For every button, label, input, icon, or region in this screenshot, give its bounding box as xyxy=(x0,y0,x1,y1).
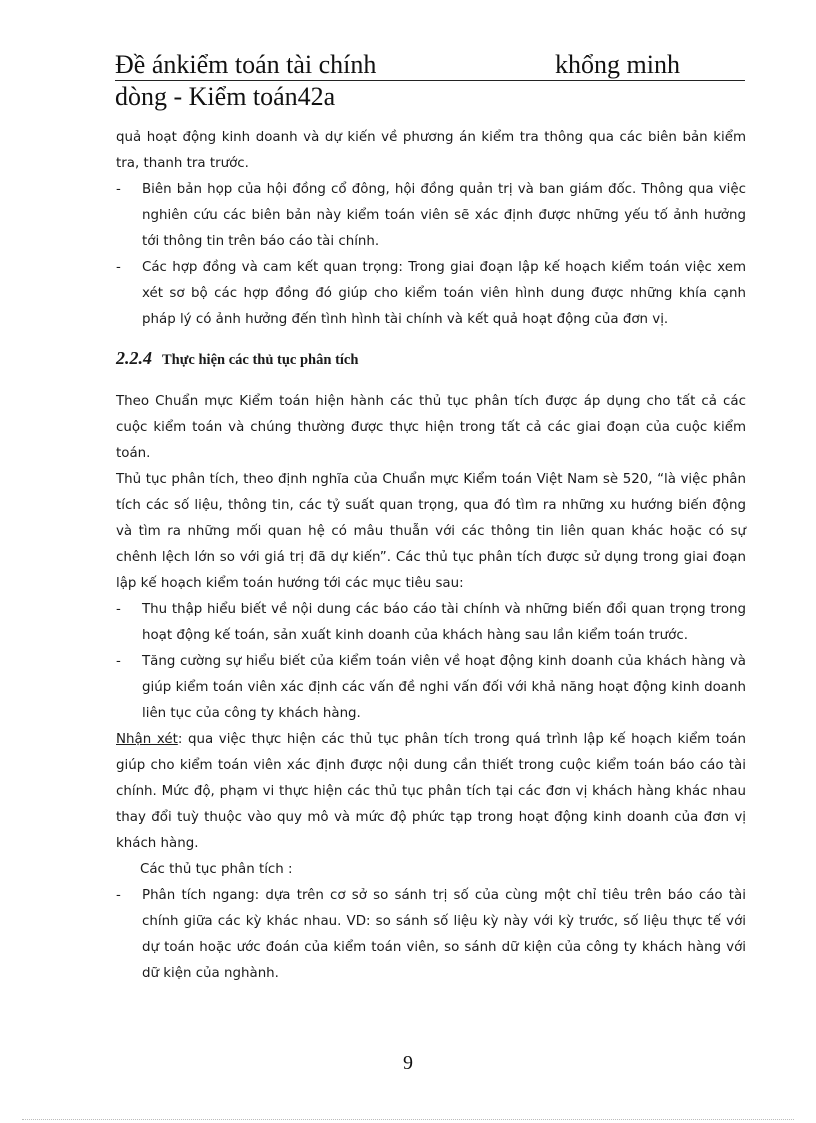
paragraph-4: Các thủ tục phân tích : xyxy=(140,862,293,877)
remark-text: : qua việc thực hiện các thủ tục phân tích trong quá trình lập kế hoạch kiểm toán giúp cho kiểm toán viên xác định được nội dung cần thiết trong cuộc kiểm toán báo cáo tài chính. Mức độ, phạm vi thực hiện các thủ tục phân tích tại các đơn vị khách hàng khác nhau thay đổi tuỳ thuộc vào quy mô và mức độ phức tạp trong hoạt động kinh doanh của đơn vị khách hàng. xyxy=(116,732,746,851)
header-title: Đề ánkiểm toán tài chính xyxy=(115,50,377,79)
header-line-2: dòng - Kiểm toán42a xyxy=(115,82,336,111)
bullet-item-5 xyxy=(116,883,746,987)
bullet-item-1 xyxy=(116,177,746,255)
page-number: 9 xyxy=(403,1052,413,1074)
bullet-dash: - xyxy=(116,260,121,275)
bullet-text: Tăng cường sự hiểu biết của kiểm toán viên về hoạt động kinh doanh của khách hàng và giúp kiểm toán viên xác định các vấn đề nghi vấn đối với khả năng hoạt động kinh doanh liên tục của công ty khách hàng. xyxy=(142,654,746,721)
bullet-item-2 xyxy=(116,255,746,333)
section-title: Thực hiện các thủ tục phân tích xyxy=(162,352,359,368)
page-bottom-border xyxy=(22,1119,794,1120)
bullet-dash: - xyxy=(116,182,121,197)
header-line-1 xyxy=(115,50,745,81)
section-heading xyxy=(116,343,746,375)
paragraph-1: quả hoạt động kinh doanh và dự kiến về phương án kiểm tra thông qua các biên bản kiểm tra, thanh tra trước. xyxy=(116,130,746,171)
section-number: 2.2.4 xyxy=(116,348,152,368)
document-body xyxy=(116,125,746,987)
bullet-text: Biên bản họp của hội đồng cổ đông, hội đồng quản trị và ban giám đốc. Thông qua việc nghiên cứu các biên bản này kiểm toán viên sẽ xác định được những yếu tố ảnh hưởng tới thông tin trên báo cáo tài chính. xyxy=(142,182,746,249)
bullet-text: Phân tích ngang: dựa trên cơ sở so sánh trị số của cùng một chỉ tiêu trên báo cáo tài chính giữa các kỳ khác nhau. VD: so sánh số liệu kỳ này với kỳ trước, số liệu thực tế với dự toán hoặc ước đoán của kiểm toán viên, so sánh dữ kiện của công ty khách hàng với dữ kiện của nghành. xyxy=(142,888,746,981)
header-author: khổng minh xyxy=(555,50,680,79)
bullet-text: Các hợp đồng và cam kết quan trọng: Trong giai đoạn lập kế hoạch kiểm toán việc xem xét sơ bộ các hợp đồng đó giúp cho kiểm toán viên hình dung được những khía cạnh pháp lý có ảnh hưởng đến tình hình tài chính và kết quả hoạt động của đơn vị. xyxy=(142,260,746,327)
remark-label: Nhận xét xyxy=(116,732,178,747)
bullet-text: Thu thập hiểu biết về nội dung các báo cáo tài chính và những biến đổi quan trọng trong hoạt động kế toán, sản xuất kinh doanh của khách hàng sau lần kiểm toán trước. xyxy=(142,602,746,643)
bullet-item-4 xyxy=(116,649,746,727)
bullet-dash: - xyxy=(116,888,121,903)
bullet-item-3 xyxy=(116,597,746,649)
paragraph-3: Thủ tục phân tích, theo định nghĩa của Chuẩn mực Kiểm toán Việt Nam sè 520, “là việc phân tích các số liệu, thông tin, các tỷ suất quan trọng, qua đó tìm ra những xu hướng biến động và tìm ra những mối quan hệ có mâu thuẫn với các thông tin liên quan khác hoặc có sự chênh lệch lớn so với giá trị đã dự kiến”. Các thủ tục phân tích được sử dụng trong giai đoạn lập kế hoạch kiểm toán hướng tới các mục tiêu sau: xyxy=(116,472,746,591)
bullet-dash: - xyxy=(116,654,121,669)
remark-paragraph xyxy=(116,727,746,857)
paragraph-2: Theo Chuẩn mực Kiểm toán hiện hành các thủ tục phân tích được áp dụng cho tất cả các cuộc kiểm toán và chúng thường được thực hiện trong tất cả các giai đoạn của cuộc kiểm toán. xyxy=(116,394,746,461)
bullet-dash: - xyxy=(116,602,121,617)
